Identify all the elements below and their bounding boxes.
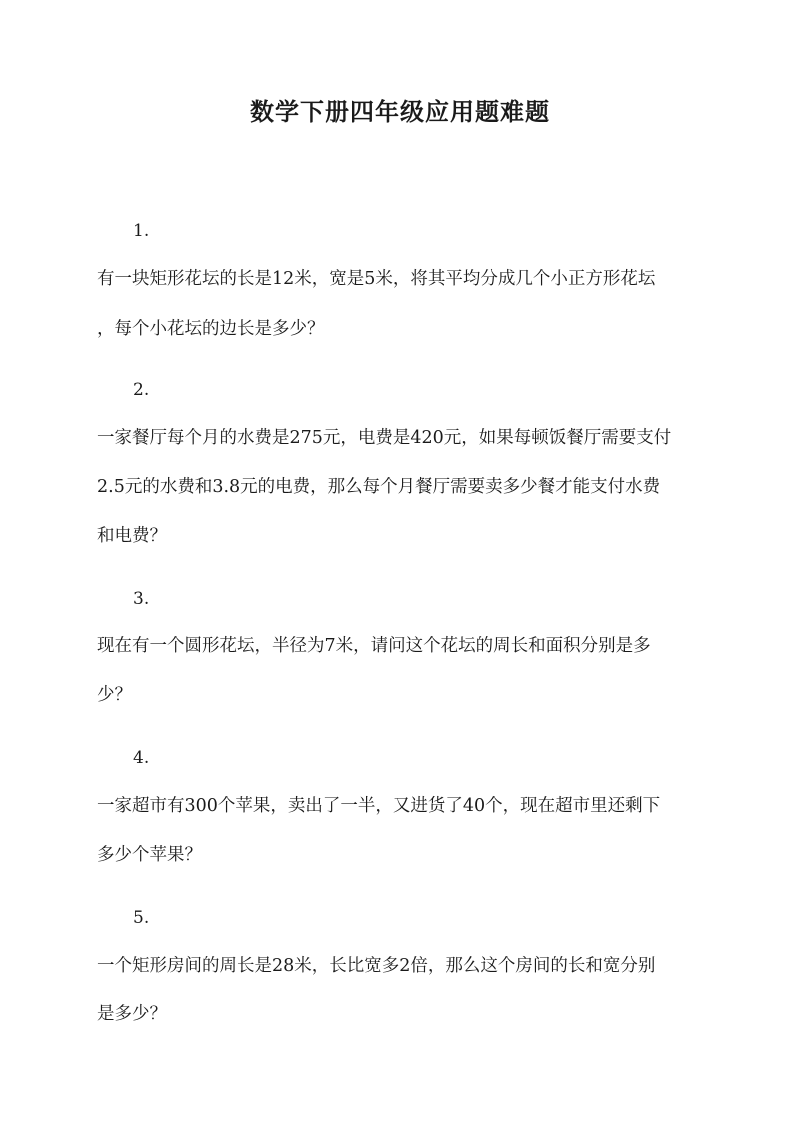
question-3-line-2: 少？ [97,685,132,705]
question-4-line-2: 多少个苹果？ [97,845,202,865]
question-1-line-1: 有一块矩形花坛的长是12米，宽是5米，将其平均分成几个小正方形花坛 [97,269,656,289]
question-2-line-3: 和电费？ [97,526,167,546]
question-1-line-2: ，每个小花坛的边长是多少？ [97,319,325,339]
document-title: 数学下册四年级应用题难题 [250,97,550,126]
question-5-line-1: 一个矩形房间的周长是28米，长比宽多2倍，那么这个房间的长和宽分别 [97,956,656,976]
question-2-number: 2. [133,380,150,400]
question-1-number: 1. [133,221,150,241]
question-2-line-2: 2.5元的水费和3.8元的电费，那么每个月餐厅需要卖多少餐才能支付水费 [97,477,661,497]
question-5-line-2: 是多少？ [97,1004,167,1024]
question-5-number: 5. [133,908,150,928]
question-3-number: 3. [133,589,150,609]
question-3-line-1: 现在有一个圆形花坛，半径为7米，请问这个花坛的周长和面积分别是多 [97,636,651,656]
question-4-line-1: 一家超市有300个苹果，卖出了一半，又进货了40个，现在超市里还剩下 [97,796,661,816]
question-4-number: 4. [133,748,150,768]
question-2-line-1: 一家餐厅每个月的水费是275元，电费是420元，如果每顿饭餐厅需要支付 [97,428,672,448]
